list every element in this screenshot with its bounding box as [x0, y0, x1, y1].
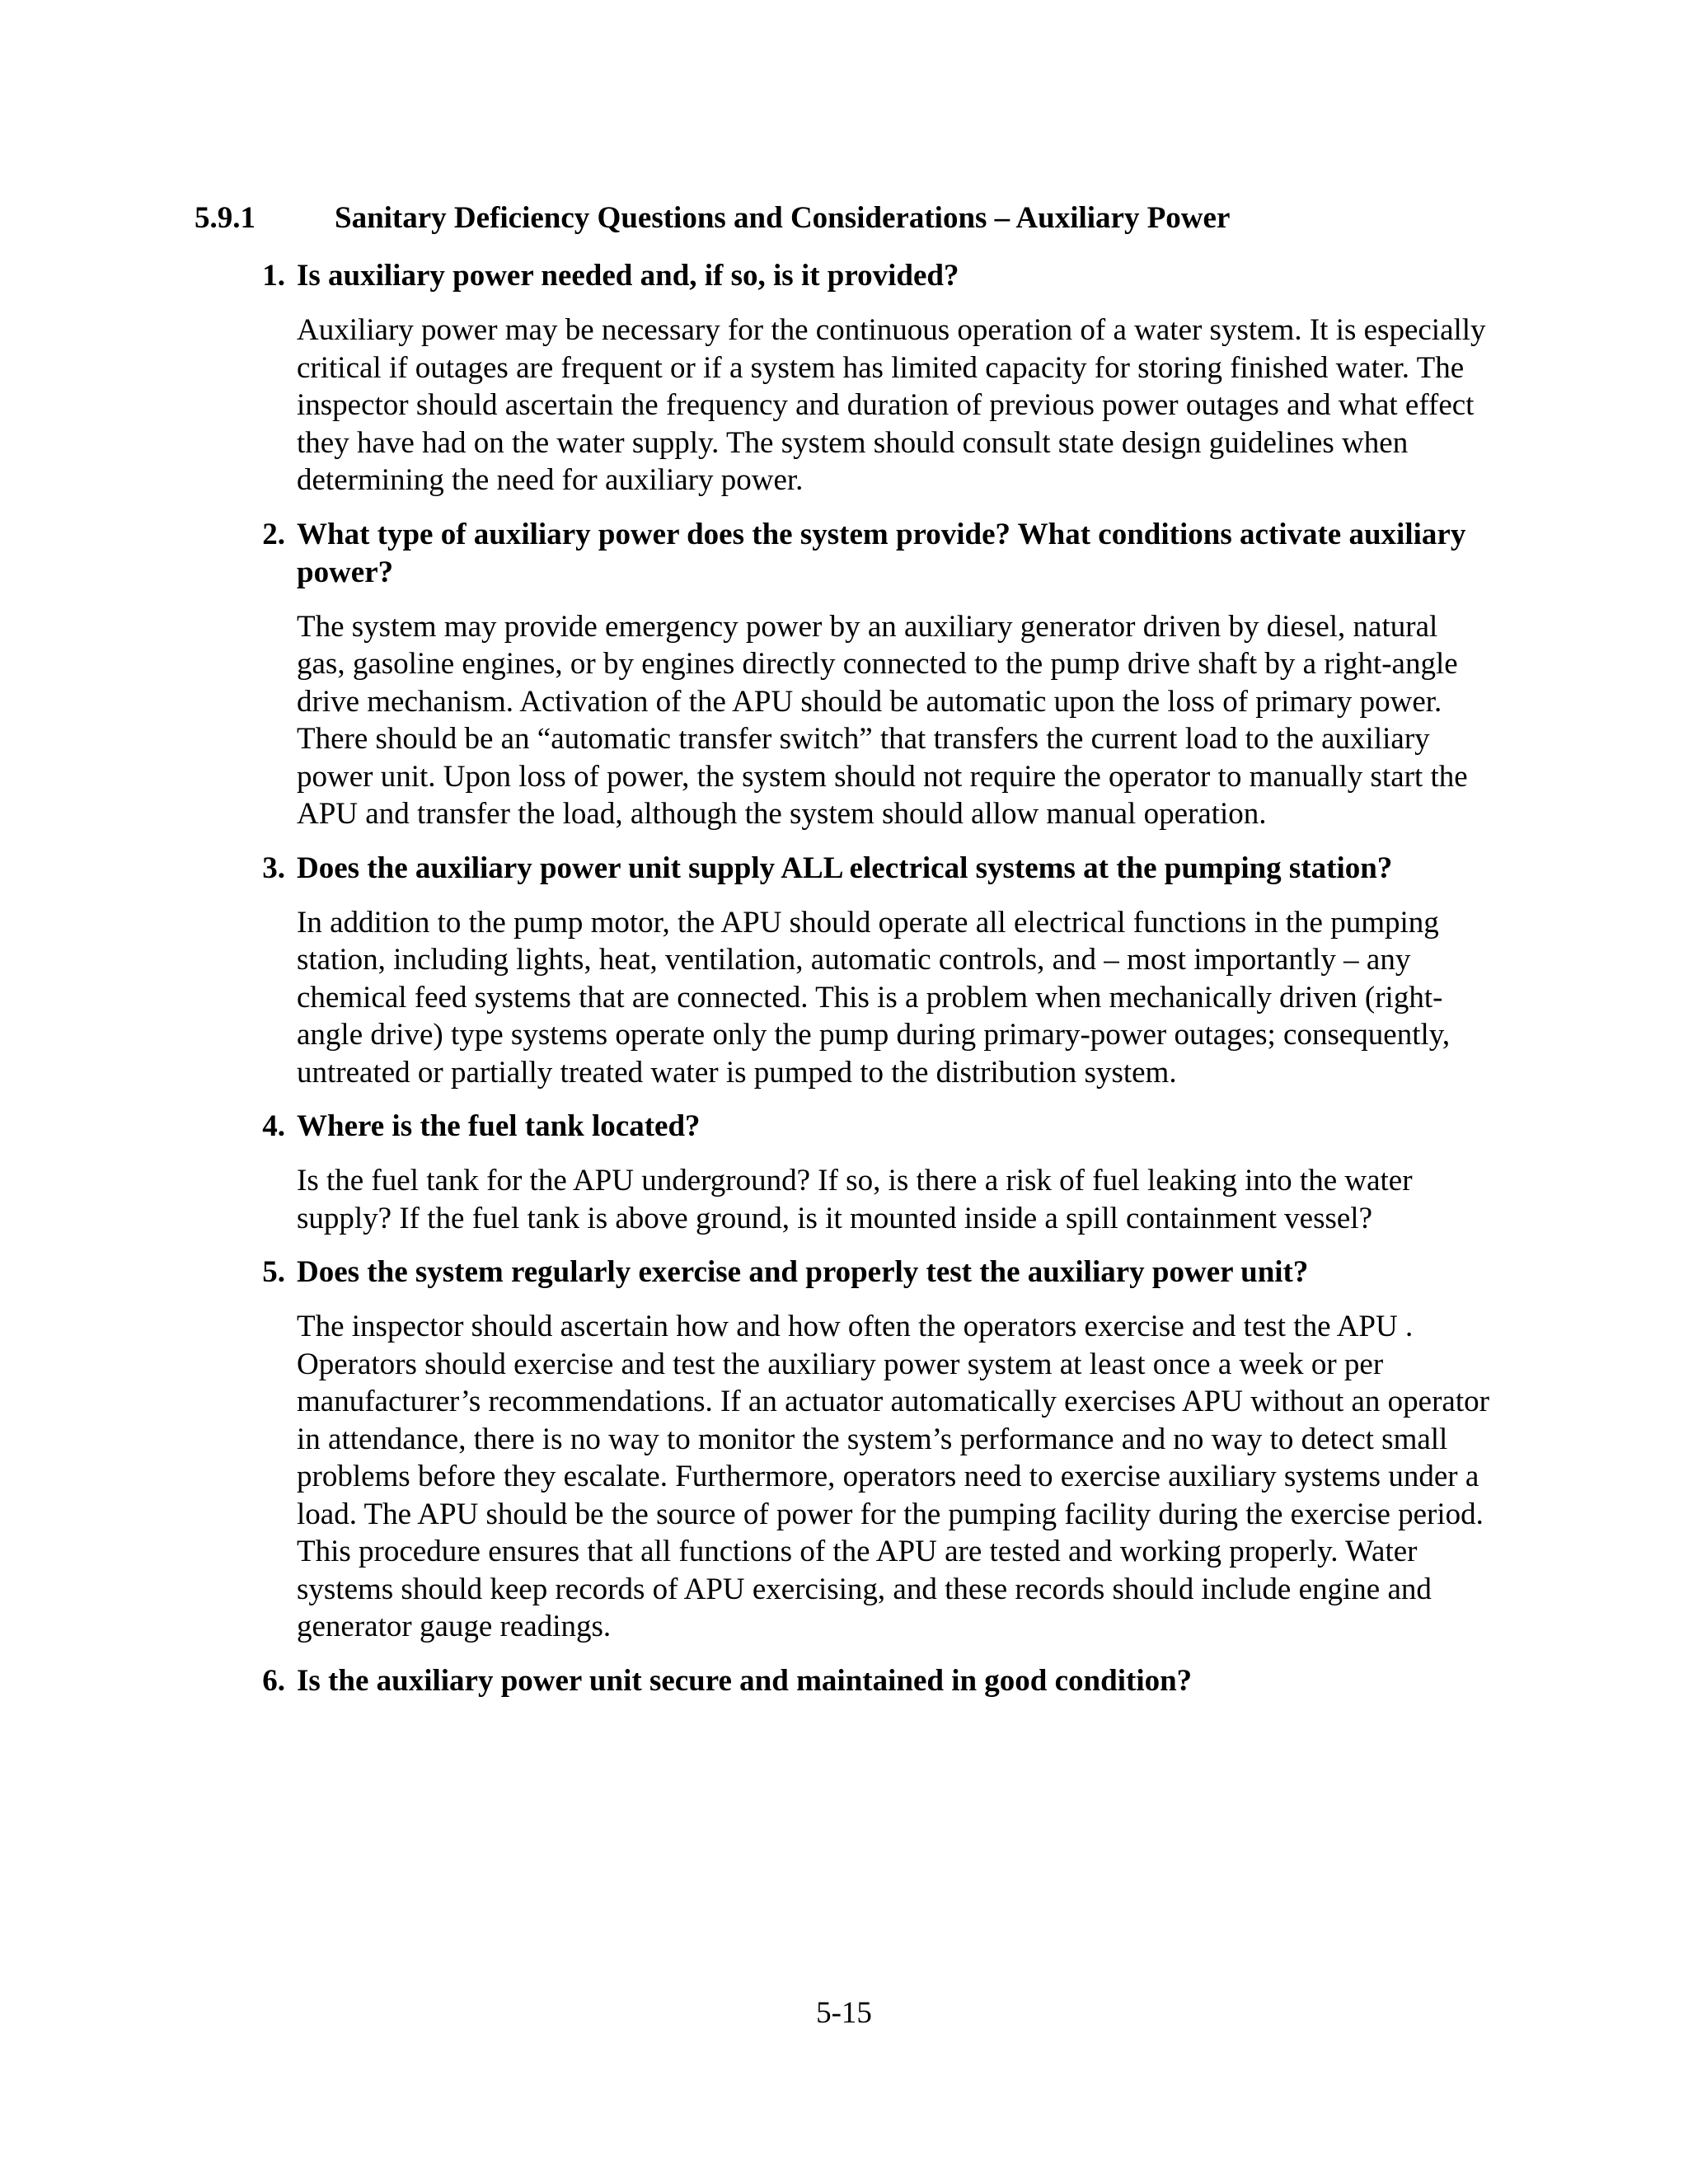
question-item-4: [239, 1108, 1492, 1237]
section-title: Sanitary Deficiency Questions and Considerations – Auxiliary Power: [335, 201, 1231, 235]
question-heading: [239, 516, 1492, 592]
question-item-2: [239, 516, 1492, 833]
answer-paragraph: In addition to the pump motor, the APU should operate all electrical functions in the pumping station, including lights, heat, ventilation, automatic controls, and – most importantly – any chemical feed systems that are connected. This is a problem when mechanically driven (right-angle drive) type systems operate only the pump during primary-power outages; consequently, untreated or partially treated water is pumped to the distribution system.: [297, 905, 1451, 1090]
question-text: Where is the fuel tank located?: [297, 1109, 701, 1143]
section-number: 5.9.1: [195, 201, 256, 235]
question-item-1: [239, 257, 1492, 499]
question-number: 1.: [262, 259, 285, 293]
question-number: 2.: [262, 517, 285, 551]
question-number: 5.: [262, 1255, 285, 1289]
section-heading: [195, 198, 1596, 239]
question-list: [239, 257, 1492, 1717]
question-number: 3.: [262, 851, 285, 885]
page-number: 5-15: [816, 1996, 872, 2030]
question-text: What type of auxiliary power does the system provide? What conditions activate auxiliary power?: [297, 517, 1466, 589]
question-text: Is auxiliary power needed and, if so, is it provided?: [297, 259, 959, 293]
question-number: 6.: [262, 1663, 285, 1698]
question-heading: [239, 1662, 1492, 1700]
question-text: Does the system regularly exercise and properly test the auxiliary power unit?: [297, 1255, 1309, 1289]
question-heading: [239, 850, 1492, 888]
question-heading: [239, 257, 1492, 295]
question-text: Does the auxiliary power unit supply ALL electrical systems at the pumping station?: [297, 851, 1393, 885]
answer-paragraph: The inspector should ascertain how and how often the operators exercise and test the APU . Operators should exercise and test the auxiliary power system at least once a week or per manufacturer’s recommendations. If an actuator automatically exercises APU without an operator in attendance, there is no way to monitor the system’s performance and no way to detect small problems before they escalate. Furthermore, operators need to exercise auxiliary systems under a load. The APU should be the source of power for the pumping facility during the exercise period. This procedure ensures that all functions of the APU are tested and working properly. Water systems should keep records of APU exercising, and these records should include engine and generator gauge readings.: [297, 1310, 1489, 1643]
question-heading: [239, 1254, 1492, 1291]
answer-paragraph: Is the fuel tank for the APU underground? If so, is there a risk of fuel leaking into the water supply? If the fuel tank is above ground, is it mounted inside a spill containment vessel?: [297, 1164, 1413, 1235]
question-item-6: [239, 1662, 1492, 1700]
answer-paragraph: Auxiliary power may be necessary for the continuous operation of a water system. It is especially critical if outages are frequent or if a system has limited capacity for storing finished water. The inspector should ascertain the frequency and duration of previous power outages and what effect they have had on the water supply. The system should consult state design guidelines when determining the need for auxiliary power.: [297, 313, 1486, 497]
question-item-3: [239, 850, 1492, 1092]
question-heading: [239, 1108, 1492, 1146]
answer-paragraph: The system may provide emergency power by an auxiliary generator driven by diesel, natural gas, gasoline engines, or by engines directly connected to the pump drive shaft by a right-angle drive mechanism. Activation of the APU should be automatic upon the loss of primary power. There should be an “automatic transfer switch” that transfers the current load to the auxiliary power unit. Upon loss of power, the system should not require the operator to manually start the APU and transfer the load, although the system should allow manual operation.: [297, 609, 1468, 831]
question-text: Is the auxiliary power unit secure and maintained in good condition?: [297, 1663, 1193, 1698]
question-number: 4.: [262, 1109, 285, 1143]
question-item-5: [239, 1254, 1492, 1646]
